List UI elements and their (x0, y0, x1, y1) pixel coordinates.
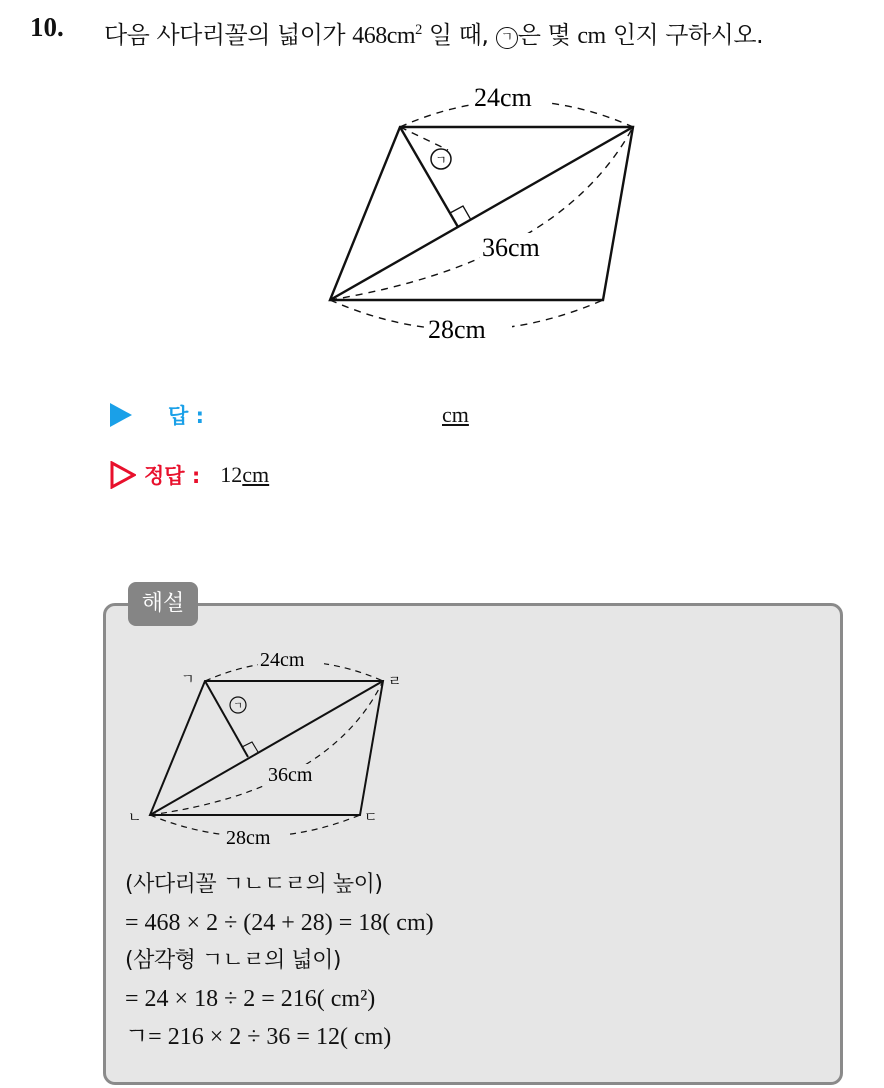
sol-top-length-label: 24cm (260, 649, 305, 671)
area-value: 468 (352, 23, 387, 49)
question-text-before: 다음 사다리꼴의 넓이가 (104, 21, 346, 49)
sol-height-line (205, 681, 248, 757)
height-line (400, 127, 458, 227)
sol-diagonal-line (150, 681, 383, 815)
question-unit: cm (577, 23, 606, 49)
area-unit: cm (386, 23, 416, 49)
outline-triangle-icon (110, 461, 136, 489)
height-label: ㄱ (435, 153, 447, 167)
correct-unit: cm (242, 462, 270, 487)
answer-unit[interactable]: cm (442, 402, 469, 427)
question-number: 10. (30, 12, 64, 42)
sol-diagonal-length-label: 36cm (268, 764, 313, 786)
top-length-label: 24cm (474, 83, 532, 112)
solution-tag: 해설 (128, 582, 198, 626)
sol-bottom-length-label: 28cm (226, 827, 271, 849)
question-text-after: 은 몇 (517, 21, 571, 49)
solution-line-4: = 24 × 18 ÷ 2 = 216( cm²) (125, 986, 376, 1012)
correct-label: 정답 : (144, 464, 201, 488)
diagonal-line (330, 127, 633, 300)
play-icon (110, 403, 132, 427)
correct-row (110, 460, 269, 490)
trapezoid-figure (0, 70, 884, 430)
solution-line-2: = 468 × 2 ÷ (24 + 28) = 18( cm) (125, 910, 434, 936)
vertex-c-label: ㄷ (364, 811, 378, 826)
diagonal-length-label: 36cm (482, 233, 540, 262)
sol-height-label: ㄱ (233, 701, 243, 712)
correct-value: 12 (220, 462, 243, 487)
solution-line-5: ㄱ= 216 × 2 ÷ 36 = 12( cm) (125, 1024, 392, 1050)
vertex-d-label: ㄹ (388, 675, 402, 690)
bottom-length-label: 28cm (428, 315, 486, 344)
vertex-b-label: ㄴ (128, 811, 142, 826)
answer-row (110, 400, 469, 430)
circled-label: ㄱ (496, 27, 518, 49)
vertex-a-label: ㄱ (181, 673, 195, 688)
area-unit-sup: 2 (415, 22, 422, 38)
solution-line-3: (삼각형 ㄱㄴㄹ의 넓이) (125, 948, 341, 973)
question-text-mid: 일 때, (428, 21, 489, 49)
solution-figure (0, 640, 884, 870)
question-text (104, 15, 763, 50)
solution-lines (125, 866, 434, 1056)
solution-line-1: (사다리꼴 ㄱㄴㄷㄹ의 높이) (125, 872, 383, 897)
question-text-end: 인지 구하시오. (612, 21, 764, 49)
answer-label: 답 : (168, 404, 204, 428)
